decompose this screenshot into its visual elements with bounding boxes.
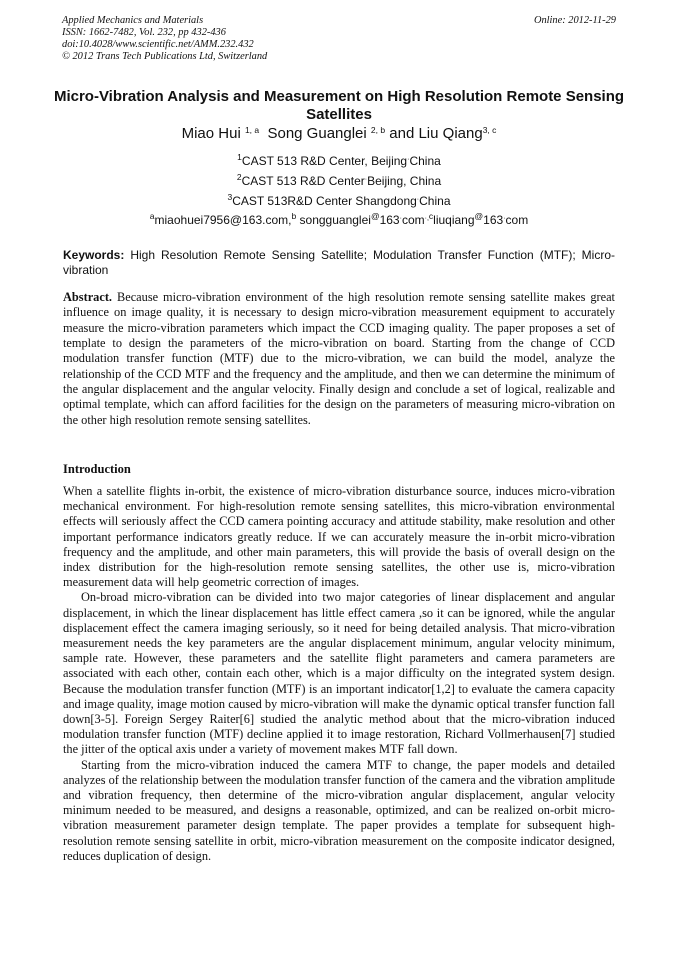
email-b-tld[interactable]: com bbox=[401, 213, 425, 227]
affiliation-text: CAST 513 R&D Center bbox=[241, 174, 365, 188]
affiliation-tail: China bbox=[419, 194, 451, 208]
body-paragraph: When a satellite flights in-orbit, the existence of micro-vibration disturbance source, induces micro-vibration mechanical environment. For high-resolution remote sensing satellites, this micro-vibration environmental effects will seriously affect the CCD camera pointing accuracy and attitude stability, make resolution and other important performance indicators greatly reduce. If we can accurately measure the in-orbit micro-vibration frequency and the amplitude, and other main parameters, this will provide the basis of overall design on the index distribution for the high-resolution remote sensing satellites, the other use is, micro-vibration measurement data will help geometric correction of images. bbox=[63, 484, 615, 590]
author-name: Song Guanglei bbox=[267, 125, 367, 142]
keywords-label: Keywords: bbox=[63, 248, 125, 262]
email-a[interactable]: miaohuei7956@163.com, bbox=[154, 213, 292, 227]
affiliation-tail: China bbox=[409, 154, 441, 168]
author-sup: 3, c bbox=[482, 125, 497, 135]
affiliation-sup: 3 bbox=[227, 192, 233, 202]
introduction-body bbox=[63, 484, 615, 864]
author-line bbox=[0, 124, 678, 144]
affiliation-sup: 1 bbox=[237, 152, 242, 162]
author-sup: 1, a bbox=[244, 125, 260, 135]
email-c-tld[interactable]: com bbox=[505, 213, 529, 227]
body-paragraph: Starting from the micro-vibration induced the camera MTF to change, the paper models and detailed analyzes of the relationship between the modulation transfer function of the camera and the vibration amplitude and vibration frequency, then determine of the micro-vibration angular displacement, angular velocity minimum needed to be measured, and designs a reasonable, optimized, and can be realized on-orbit micro-vibration measurement parameter design template. The paper provides a template for subsequent high-resolution remote sensing satellite in orbit, micro-vibration measurement on the composite indicator designed, reduces duplication of design. bbox=[63, 757, 615, 863]
email-b-domain[interactable]: 163 bbox=[379, 213, 400, 227]
email-sup: c bbox=[428, 211, 434, 221]
affiliation-1 bbox=[0, 152, 678, 169]
body-paragraph: On-broad micro-vibration can be divided into two major categories of linear displacement and angular displacement, in which the linear displacement has little effect camera ,so it can be ignored, while the angular displacement effect the camera imaging seriously, so it need for being detailed analysis. That micro-vibration measurement needs the key parameters are the angular displacement minimum, angular velocity minimum, sample rate. However, these parameters and the satellite flight parameters and camera parameters are associated with each other, contain each other, which is a major difficulty on the integrated system design. Because the modulation transfer function (MTF) is an important indicator[1,2] to evaluate the camera capacity and image quality, image motion caused by micro-vibration will make the dynamic optical transfer function fall down[3-5]. Foreign Sergey Raiter[6] studied the analytic method about that the micro-vibration induced modulation transfer function (MTF) decline applied it to image restoration, Richard Vollmerhausen[7] studied the jitter of the optical axis under a variety of movement makes MTF fall down. bbox=[63, 590, 615, 757]
copyright-line: © 2012 Trans Tech Publications Ltd, Switzerland bbox=[62, 51, 268, 62]
section-heading-introduction: Introduction bbox=[63, 462, 131, 476]
affiliation-dot: · bbox=[416, 196, 420, 203]
keywords-block bbox=[63, 248, 615, 278]
journal-header bbox=[62, 15, 616, 63]
online-date: Online: 2012-11-29 bbox=[533, 15, 616, 26]
affiliation-3 bbox=[0, 192, 678, 209]
email-c-user[interactable]: liuqiang bbox=[433, 213, 475, 227]
affiliation-dot: · bbox=[407, 156, 410, 163]
affiliation-tail: Beijing, China bbox=[367, 174, 442, 188]
email-dot: · bbox=[503, 215, 506, 222]
email-b-user[interactable]: songguanglei bbox=[299, 213, 371, 227]
abstract-label: Abstract. bbox=[63, 290, 113, 304]
email-c-domain[interactable]: 163 bbox=[483, 213, 504, 227]
email-sup: a bbox=[149, 211, 155, 221]
email-at: @ bbox=[370, 211, 380, 221]
abstract-text: Because micro-vibration environment of the high resolution remote sensing satellite makes great influence on image quality, it is necessary to design micro-vibration measurement equipment to accurately measure the micro-vibration parameters which impact the CCD imaging quality. The paper proposes a set of template to design the parameters of the micro-vibration on board. Starting from the change of CCD modulation transfer function (MTF) due to the micro-vibration, we can build the model, analyze the relationship of the CCD MTF and the frequency and the amplitude, and then we can determine the minimum of the angular displacement and the angular velocity. Finally design and conclude a set of logical, realizable and optimal template, which can afford facilities for the design on the parameters of measuring micro-vibration on the other high resolution remote sensing satellites. bbox=[63, 290, 615, 427]
email-dot: · bbox=[399, 215, 402, 222]
paper-title: Micro-Vibration Analysis and Measurement on High Resolution Remote Sensing Satellites bbox=[53, 88, 625, 123]
email-at: @ bbox=[474, 211, 484, 221]
issn-line: ISSN: 1662-7482, Vol. 232, pp 432-436 bbox=[62, 27, 226, 38]
affiliation-sup: 2 bbox=[236, 172, 242, 182]
email-separator: ·, bbox=[424, 215, 429, 222]
doi-line: doi:10.4028/www.scientific.net/AMM.232.432 bbox=[62, 39, 254, 50]
author-sup: 2, b bbox=[370, 125, 386, 135]
author-name: Liu Qiang bbox=[418, 125, 483, 142]
affiliation-dot: · bbox=[364, 176, 368, 183]
abstract-block bbox=[63, 290, 615, 428]
affiliation-2 bbox=[0, 172, 678, 189]
affiliation-text: CAST 513R&D Center Shangdong bbox=[232, 194, 417, 208]
author-name: Miao Hui bbox=[181, 125, 241, 142]
affiliation-text: CAST 513 R&D Center, Beijing bbox=[241, 154, 408, 168]
email-sup: b bbox=[291, 211, 297, 221]
keywords-text: High Resolution Remote Sensing Satellite; Modulation Transfer Function (MTF); Micro-vibration bbox=[63, 248, 615, 277]
author-emails bbox=[0, 211, 678, 228]
journal-name: Applied Mechanics and Materials bbox=[62, 15, 204, 26]
author-joiner: and bbox=[389, 125, 415, 142]
